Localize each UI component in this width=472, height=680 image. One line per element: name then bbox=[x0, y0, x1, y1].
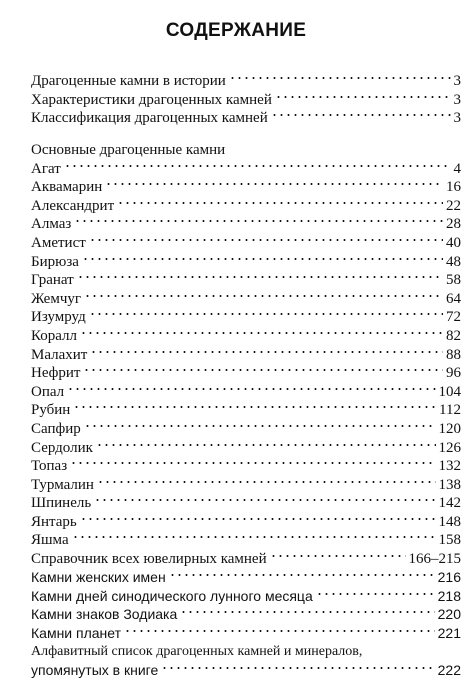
page-number: 158 bbox=[438, 532, 461, 549]
page-number: 16 bbox=[446, 179, 461, 196]
page-number: 148 bbox=[438, 513, 461, 530]
leader-dots bbox=[80, 516, 436, 522]
page-number: 88 bbox=[446, 346, 461, 363]
leader-dots bbox=[83, 367, 443, 373]
leader-dots bbox=[94, 497, 435, 503]
page-title: СОДЕРЖАНИЕ bbox=[165, 20, 307, 41]
page-number: 3 bbox=[453, 110, 461, 127]
entry-title: Нефрит bbox=[31, 365, 81, 382]
toc-entry bbox=[31, 253, 461, 272]
page-number: 3 bbox=[453, 73, 461, 89]
leader-dots bbox=[84, 423, 436, 429]
entry-title: Агат bbox=[31, 160, 61, 177]
leader-dots bbox=[89, 237, 443, 243]
page-number: 48 bbox=[446, 253, 461, 270]
leader-dots bbox=[275, 94, 451, 100]
page-number: 64 bbox=[446, 290, 461, 307]
final-entry bbox=[31, 643, 461, 680]
leader-dots bbox=[90, 349, 443, 355]
entry-title: Опал bbox=[31, 383, 65, 400]
toc-entry bbox=[31, 160, 461, 179]
entry-title: Камни женских имен bbox=[31, 569, 166, 585]
toc-entry bbox=[31, 346, 461, 365]
page-number: 96 bbox=[446, 365, 461, 382]
page-number: 222 bbox=[437, 662, 461, 678]
leader-dots bbox=[67, 386, 435, 392]
entry-title: Коралл bbox=[31, 327, 78, 344]
page-number: 112 bbox=[439, 402, 461, 419]
page-number: 142 bbox=[438, 495, 461, 512]
page-number: 216 bbox=[437, 569, 461, 585]
leader-dots bbox=[73, 404, 436, 410]
leader-dots bbox=[105, 181, 443, 187]
page-number: 58 bbox=[446, 272, 461, 289]
toc-entry bbox=[31, 178, 461, 197]
leader-dots bbox=[117, 200, 443, 206]
toc-entry bbox=[31, 494, 461, 513]
leader-dots bbox=[72, 534, 436, 540]
toc-entry bbox=[31, 476, 461, 495]
entry-title: Жемчуг bbox=[31, 290, 82, 307]
toc-entry bbox=[31, 624, 461, 643]
final-entry-line2: упомянутых в книге bbox=[31, 662, 159, 678]
final-entry-line1: Алфавитный список драгоценных камней и минералов, bbox=[31, 644, 363, 659]
main-section bbox=[31, 141, 461, 569]
toc-entry bbox=[31, 457, 461, 476]
entry-title: Александрит bbox=[31, 197, 115, 214]
page-number: 28 bbox=[446, 216, 461, 233]
entry-title: Драгоценные камни в истории bbox=[31, 73, 226, 89]
toc-entry bbox=[31, 439, 461, 458]
entry-title: Характеристики драгоценных камней bbox=[31, 91, 272, 108]
entry-title: Камни планет bbox=[31, 624, 122, 641]
toc-entry bbox=[31, 420, 461, 439]
leader-dots bbox=[124, 628, 435, 634]
page-number: 132 bbox=[438, 458, 461, 475]
leader-dots bbox=[270, 553, 406, 559]
page-number: 22 bbox=[446, 197, 461, 214]
leader-dots bbox=[80, 330, 443, 336]
page-number: 82 bbox=[446, 327, 461, 344]
leader-dots bbox=[82, 256, 443, 262]
toc-entry bbox=[31, 568, 461, 587]
entry-title: Камни знаков Зодиака bbox=[31, 606, 178, 623]
entry-title: Камни дней синодического лунного месяца bbox=[31, 587, 313, 604]
entry-title: Алмаз bbox=[31, 216, 72, 233]
page-number: 126 bbox=[438, 439, 461, 456]
toc-entry bbox=[31, 271, 461, 290]
leader-dots bbox=[271, 112, 451, 118]
leader-dots bbox=[316, 591, 435, 597]
toc-entry bbox=[31, 550, 461, 569]
page-number: 166–215 bbox=[408, 551, 461, 568]
toc-entry bbox=[31, 109, 461, 128]
entry-title: Аквамарин bbox=[31, 179, 103, 196]
entry-title: Аметист bbox=[31, 234, 86, 251]
toc-entry bbox=[31, 401, 461, 420]
entry-title: Шпинель bbox=[31, 495, 92, 512]
entry-title: Сердолик bbox=[31, 439, 93, 456]
toc-entry bbox=[31, 215, 461, 234]
leader-dots bbox=[64, 163, 451, 169]
entry-title: Бирюза bbox=[31, 253, 79, 270]
leader-dots bbox=[161, 665, 434, 671]
leader-dots bbox=[169, 572, 435, 578]
entry-title: Яшма bbox=[31, 532, 69, 549]
entry-title: Рубин bbox=[31, 402, 71, 419]
entry-title: Турмалин bbox=[31, 476, 94, 493]
entry-title: Топаз bbox=[31, 458, 68, 475]
entry-title: Янтарь bbox=[31, 513, 77, 530]
final-entry-row bbox=[31, 661, 461, 680]
stone-list bbox=[31, 160, 461, 569]
entry-title: Гранат bbox=[31, 272, 74, 289]
entry-title: Сапфир bbox=[31, 420, 81, 437]
page-number: 4 bbox=[453, 160, 461, 177]
entry-title: Справочник всех ювелирных камней bbox=[31, 551, 267, 568]
toc-entry bbox=[31, 531, 461, 550]
page-number: 220 bbox=[437, 606, 461, 623]
toc-entry bbox=[31, 290, 461, 309]
toc-entry bbox=[31, 72, 461, 91]
page-number: 104 bbox=[438, 383, 461, 400]
toc-entry bbox=[31, 383, 461, 402]
page-number: 40 bbox=[446, 234, 461, 251]
toc-entry bbox=[31, 91, 461, 110]
toc-entry bbox=[31, 197, 461, 216]
toc-entry bbox=[31, 364, 461, 383]
leader-dots bbox=[97, 479, 436, 485]
entry-title: Классификация драгоценных камней bbox=[31, 110, 268, 127]
intro-list bbox=[31, 72, 461, 128]
section-heading: Основные драгоценные камни bbox=[31, 142, 226, 158]
toc-entry bbox=[31, 513, 461, 532]
leader-dots bbox=[70, 460, 435, 466]
entry-title: Изумруд bbox=[31, 309, 86, 326]
leader-dots bbox=[84, 293, 443, 299]
page-number: 3 bbox=[453, 91, 461, 108]
leader-dots bbox=[96, 442, 436, 448]
toc-entry bbox=[31, 605, 461, 624]
appendix-list bbox=[31, 568, 461, 642]
toc-entry bbox=[31, 327, 461, 346]
page-number: 138 bbox=[438, 476, 461, 493]
leader-dots bbox=[74, 218, 443, 224]
page-number: 218 bbox=[437, 587, 461, 604]
toc-entry bbox=[31, 587, 461, 606]
page-number: 120 bbox=[438, 420, 461, 437]
toc-entry bbox=[31, 234, 461, 253]
leader-dots bbox=[180, 609, 434, 615]
page-number: 72 bbox=[446, 309, 461, 326]
toc-entry bbox=[31, 308, 461, 327]
entry-title: Малахит bbox=[31, 346, 88, 363]
page-number: 221 bbox=[437, 624, 461, 641]
leader-dots bbox=[77, 274, 443, 280]
leader-dots bbox=[89, 311, 443, 317]
leader-dots bbox=[229, 75, 451, 81]
